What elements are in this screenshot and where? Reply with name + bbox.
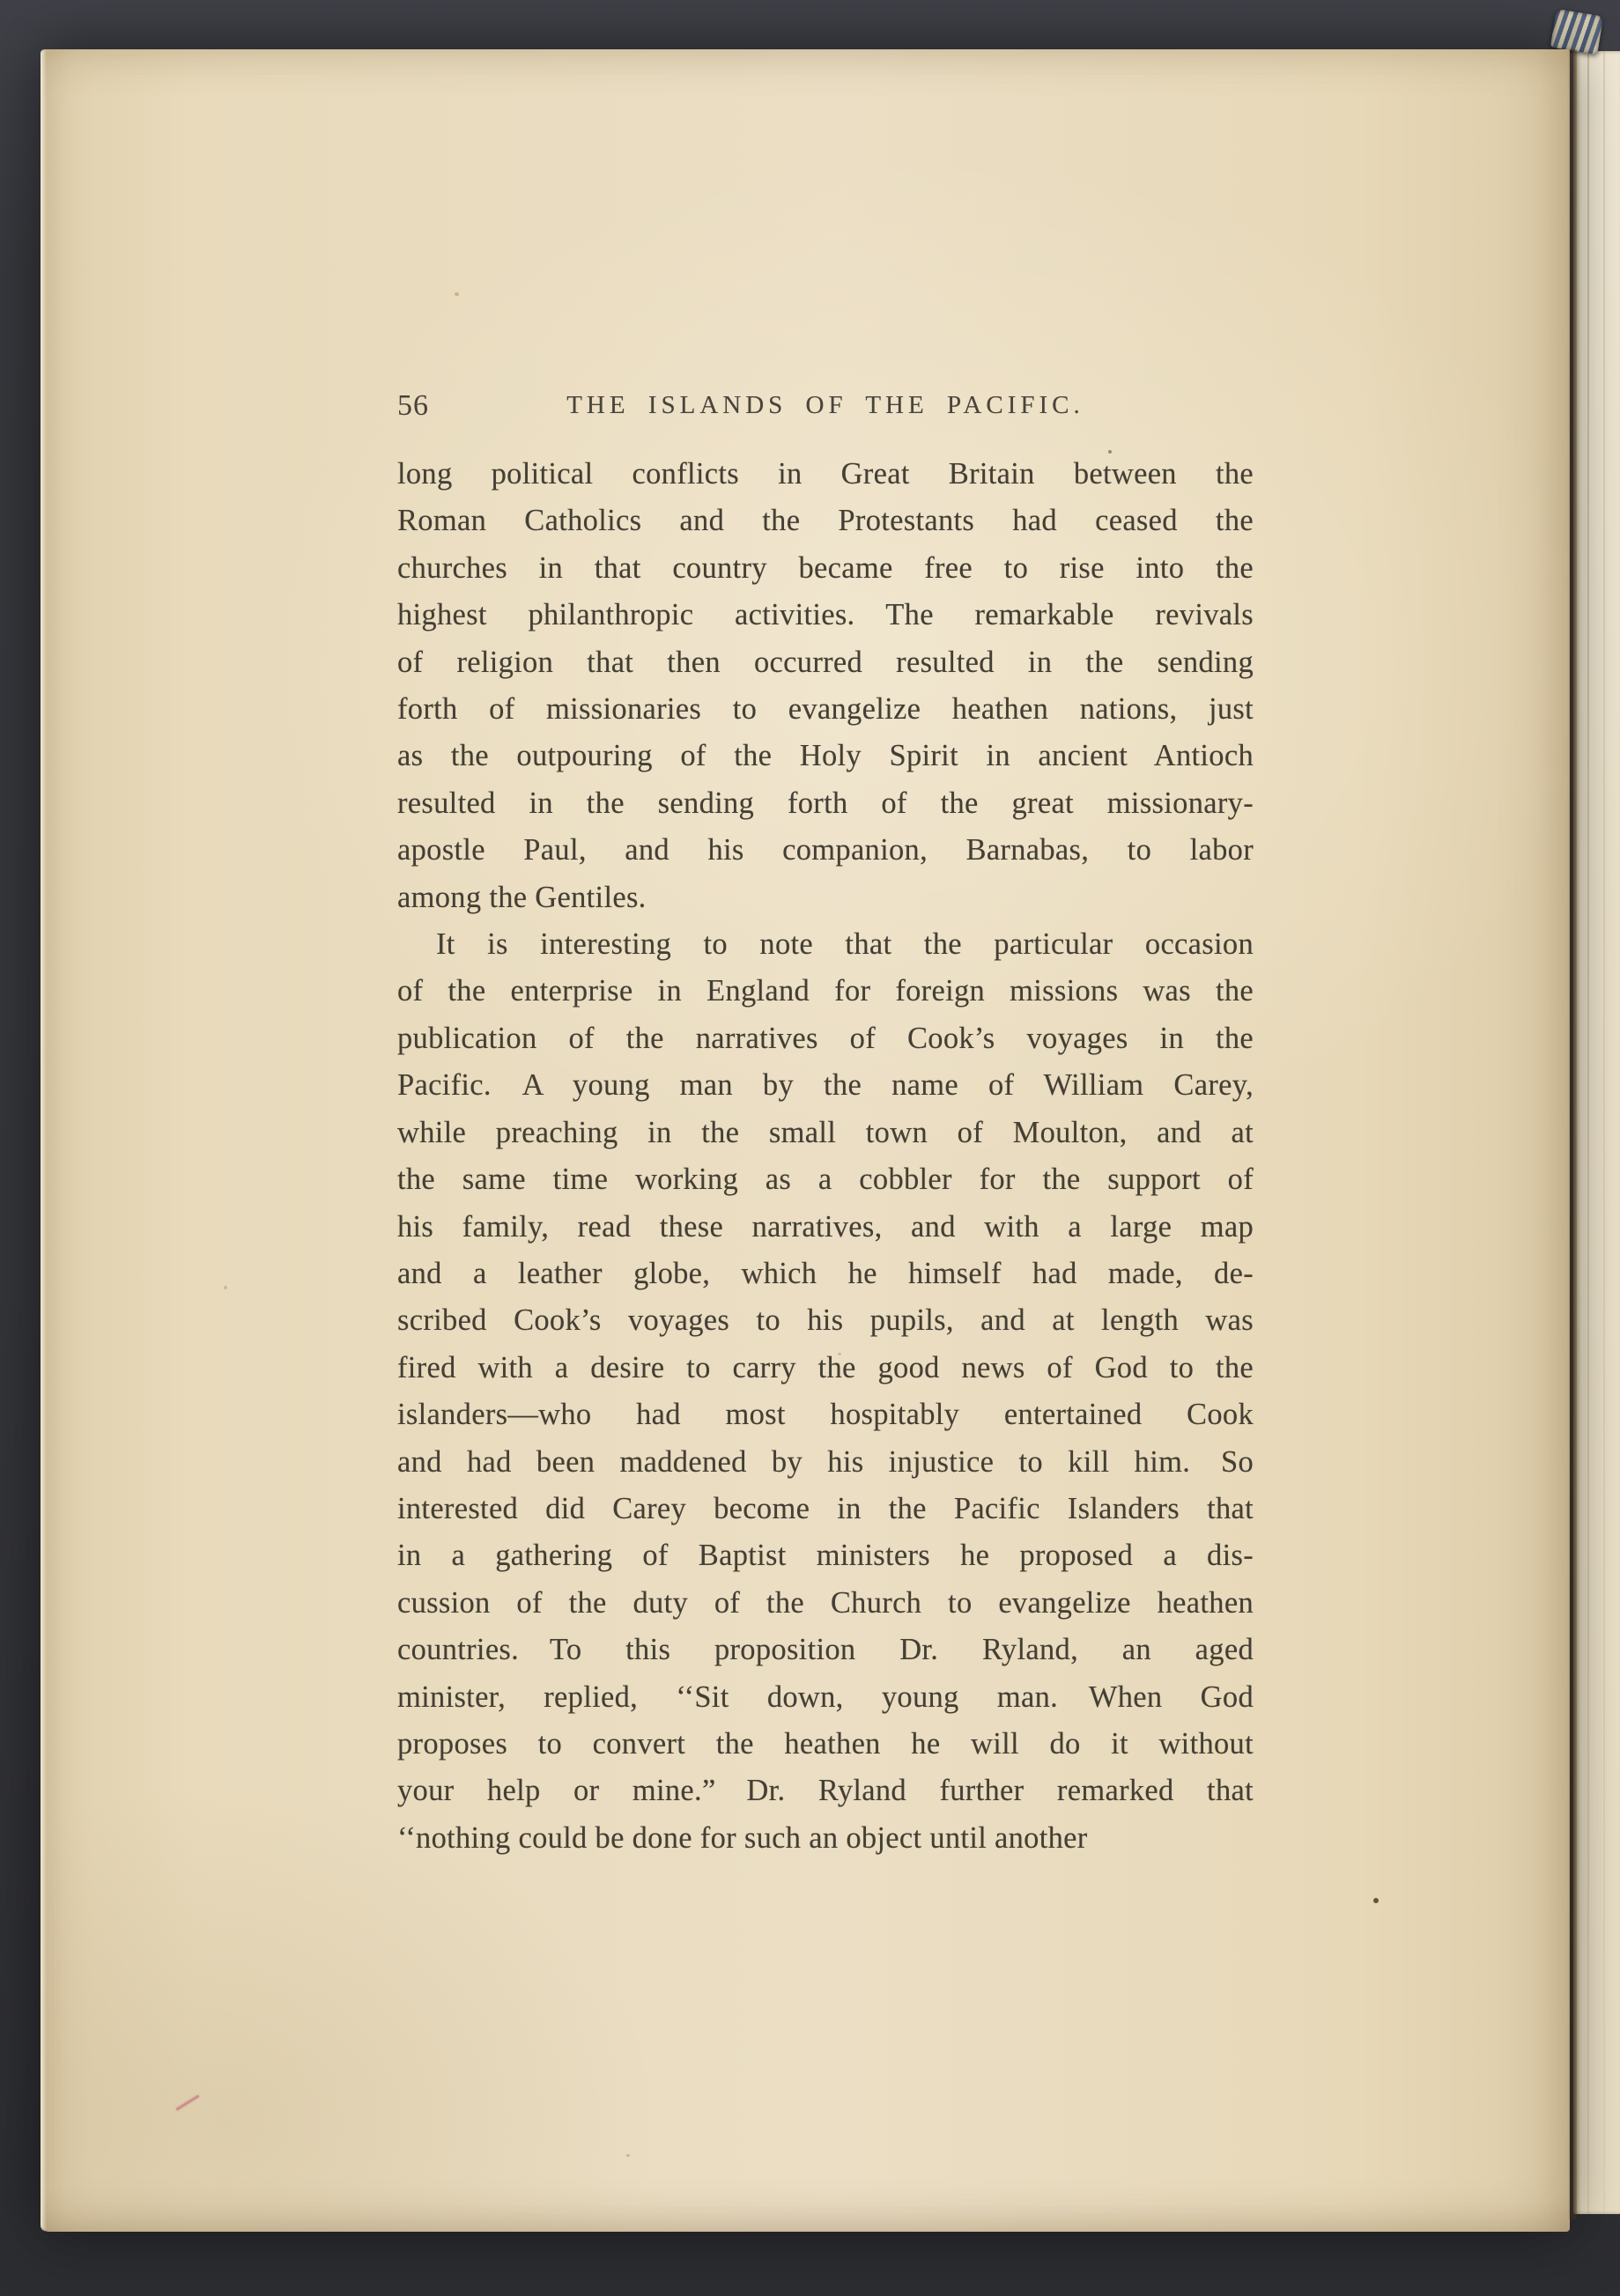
text-line: Pacific. A young man by the name of William Carey, xyxy=(397,1068,1254,1103)
paper-speck xyxy=(626,2154,630,2157)
text-line: while preaching in the small town of Moulton, and at xyxy=(397,1115,1254,1149)
printed-content xyxy=(41,49,1570,2232)
book-headband xyxy=(1550,9,1603,55)
text-line: minister, replied, ‘‘Sit down, young man. When God xyxy=(397,1680,1254,1714)
text-line: highest philanthropic activities. The remarkable revivals xyxy=(397,598,1254,632)
text-line: and a leather globe, which he himself had made, de- xyxy=(397,1256,1254,1290)
text-line: your help or mine.” Dr. Ryland further remarked that xyxy=(397,1774,1254,1808)
fore-edge-pages xyxy=(1573,51,1620,2214)
text-line: churches in that country became free to rise into the xyxy=(397,550,1254,585)
page-number: 56 xyxy=(397,389,429,422)
paper-speck xyxy=(838,1353,841,1355)
text-line: and had been maddened by his injustice to kill him. So xyxy=(397,1444,1254,1479)
text-line: fired with a desire to carry the good news of God to the xyxy=(397,1350,1254,1384)
text-line: interested did Carey become in the Pacific Islanders that xyxy=(397,1491,1254,1525)
text-line: proposes to convert the heathen he will do it without xyxy=(397,1726,1254,1761)
paper-speck xyxy=(1108,450,1112,454)
text-line: scribed Cook’s voyages to his pupils, and at length was xyxy=(397,1303,1254,1338)
text-line: islanders—who had most hospitably entertained Cook xyxy=(397,1398,1254,1432)
text-line: the same time working as a cobbler for the support of xyxy=(397,1163,1254,1197)
text-line: forth of missionaries to evangelize heathen nations, just xyxy=(397,692,1254,727)
text-block xyxy=(397,451,1254,1862)
paper-speck xyxy=(455,292,459,296)
text-line: in a gathering of Baptist ministers he proposed a dis- xyxy=(397,1539,1254,1573)
text-line: as the outpouring of the Holy Spirit in ancient Antioch xyxy=(397,739,1254,773)
ink-speck xyxy=(1373,1898,1379,1903)
page-edge-crease xyxy=(1603,51,1605,2214)
paper-speck xyxy=(224,1286,227,1289)
page-header xyxy=(397,388,1254,426)
text-line: ‘‘nothing could be done for such an object until another xyxy=(397,1820,1088,1855)
text-line: among the Gentiles. xyxy=(397,880,647,914)
text-line: long political conflicts in Great Britain between the xyxy=(397,457,1254,491)
running-head: THE ISLANDS OF THE PACIFIC. xyxy=(566,391,1084,419)
page-edge-crease xyxy=(1587,51,1589,2214)
text-line: Roman Catholics and the Protestants had ceased the xyxy=(397,504,1254,538)
text-line: It is interesting to note that the particular occasion xyxy=(436,927,1254,962)
text-line: publication of the narratives of Cook’s voyages in the xyxy=(397,1021,1254,1055)
text-line: apostle Paul, and his companion, Barnabas, to labor xyxy=(397,833,1254,867)
text-line: of the enterprise in England for foreign missions was the xyxy=(397,974,1254,1008)
text-line: cussion of the duty of the Church to evangelize heathen xyxy=(397,1585,1254,1620)
text-line: his family, read these narratives, and with a large map xyxy=(397,1209,1254,1244)
book-page xyxy=(41,49,1570,2232)
text-line: countries. To this proposition Dr. Ryland, an aged xyxy=(397,1633,1254,1667)
text-line: of religion that then occurred resulted in the sending xyxy=(397,645,1254,679)
text-line: resulted in the sending forth of the great missionary- xyxy=(397,786,1254,820)
